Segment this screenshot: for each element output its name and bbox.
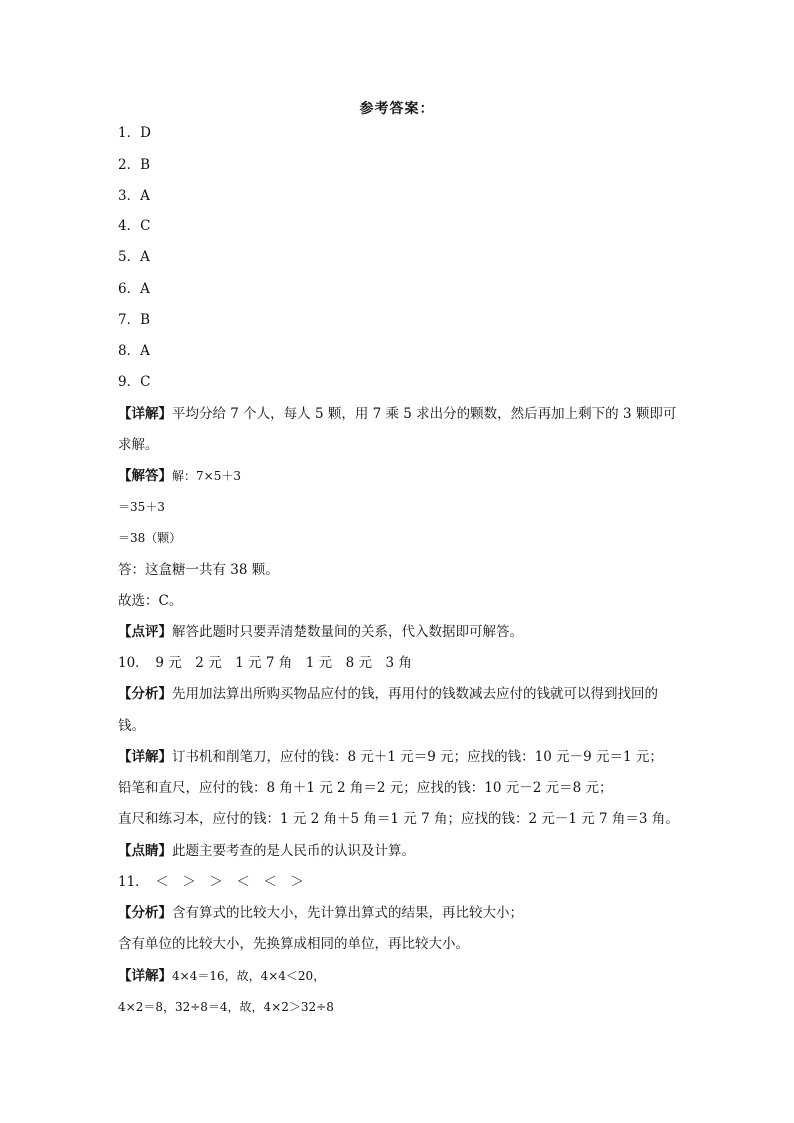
q10-analysis-line-1: [118, 684, 658, 704]
analysis-tag: 【分析】: [118, 686, 172, 702]
q10-detail-line-1: [118, 747, 663, 767]
q9-solution-line: [118, 466, 241, 486]
answer-5: 5．A: [118, 249, 150, 265]
q9-detail-line-2: 求解。: [118, 437, 159, 453]
q9-choice: 故选：C。: [118, 593, 183, 609]
q9-step-1: ＝35＋3: [118, 500, 165, 514]
analysis-text: 先用加法算出所购买物品应付的钱，再用付的钱数减去应付的钱就可以得到找回的: [172, 686, 658, 702]
q11-header: 11． ＜ ＞ ＞ ＜ ＜ ＞: [118, 874, 304, 890]
detail-text: 订书机和削笔刀，应付的钱：8 元＋1 元＝9 元；应找的钱：10 元－9 元＝1 元；: [172, 749, 663, 765]
q10-analysis-line-2: 钱。: [118, 718, 145, 734]
solution-text: 解：7×5＋3: [172, 469, 241, 483]
q11-detail-line-1: [118, 966, 325, 986]
answer-2: 2．B: [118, 157, 151, 173]
answer-1: 1．D: [118, 125, 151, 141]
analysis-text: 含有算式的比较大小，先计算出算式的结果，再比较大小；: [172, 905, 523, 921]
answer-4: 4．C: [118, 218, 151, 234]
q11-detail-line-2: 4×2＝8，32÷8＝4，故，4×2＞32÷8: [118, 1000, 334, 1014]
q11-analysis-line-1: [118, 903, 523, 923]
answer-9: 9．C: [118, 374, 151, 390]
analysis-tag: 【分析】: [118, 905, 172, 921]
q10-header: 10． 9 元 2 元 1 元 7 角 1 元 8 元 3 角: [118, 655, 412, 671]
q10-detail-line-3: 直尺和练习本，应付的钱：1 元 2 角＋5 角＝1 元 7 角；应找的钱：2 元－1 元 7 角＝3 角。: [118, 811, 679, 827]
q9-answer: 答：这盒糖一共有 38 颗。: [118, 562, 279, 578]
answer-3: 3．A: [118, 188, 150, 204]
answer-6: 6．A: [118, 281, 150, 297]
q9-step-2: ＝38（颗）: [118, 531, 182, 545]
comment-text: 解答此题时只要弄清楚数量间的关系，代入数据即可解答。: [172, 624, 523, 640]
detail-tag: 【详解】: [118, 968, 172, 984]
detail-tag: 【详解】: [118, 406, 172, 422]
q10-point-line: [118, 841, 415, 861]
detail-tag: 【详解】: [118, 749, 172, 765]
answer-8: 8．A: [118, 343, 150, 359]
comment-tag: 【点评】: [118, 624, 172, 640]
q10-detail-line-2: 铅笔和直尺，应付的钱：8 角＋1 元 2 角＝2 元；应找的钱：10 元－2 元＝8 元；: [118, 780, 613, 796]
page-title: 参考答案：: [359, 101, 435, 117]
answer-7: 7．B: [118, 312, 151, 328]
detail-text: 4×4＝16，故，4×4＜20，: [172, 969, 326, 983]
point-tag: 【点睛】: [118, 843, 172, 859]
point-text: 此题主要考查的是人民币的认识及计算。: [172, 843, 415, 859]
q9-detail-line-1: [118, 404, 676, 424]
q11-analysis-line-2: 含有单位的比较大小，先换算成相同的单位，再比较大小。: [118, 936, 469, 952]
detail-text: 平均分给 7 个人，每人 5 颗，用 7 乘 5 求出分的颗数，然后再加上剩下的 3 颗即可: [172, 406, 677, 422]
solution-tag: 【解答】: [118, 468, 172, 484]
q9-comment-line: [118, 622, 523, 642]
